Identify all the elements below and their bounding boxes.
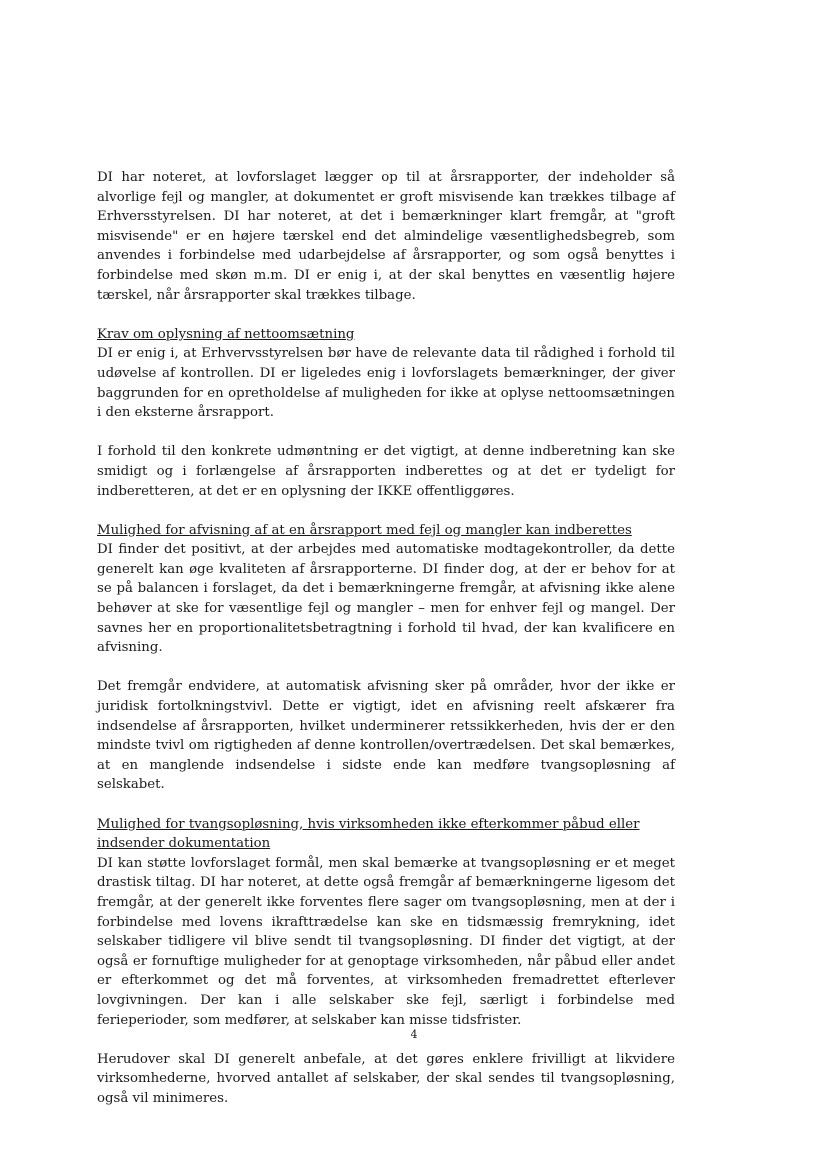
paragraph-afvisning-1: DI finder det positivt, at der arbejdes med automatiske modtagekontroller, da dette generelt kan øge kvaliteten af årsrapporterne. DI finder dog, at der er behov for at se på balancen i forslaget, da det i bemærkningerne fremgår, at afvisning ikke alene behøver at ske for væsentlige fejl og mangler – men for enhver fejl og mangel. Der savnes her en proportionalitetsbetragtning i forhold til hvad, der kan kvalificere en afvisning. [97,542,675,656]
paragraph-tvangsoploesning-2: Herudover skal DI generelt anbefale, at det gøres enklere frivilligt at likvidere virksomhederne, hvorved antallet af selskaber, der skal sendes til tvangsopløsning, også vil minimeres. [97,1051,675,1106]
section-heading-afvisning: Mulighed for afvisning af at en årsrapport med fejl og mangler kan indberettes [97,522,632,538]
paragraph-nettoomsaetning-2: I forhold til den konkrete udmøntning er det vigtigt, at denne indberetning kan ske smidigt og i forlængelse af årsrapporten indberettes og at det er tydeligt for indberetteren, at det er en oplysning der IKKE offentliggøres. [97,444,675,499]
page-number: 4 [410,1028,418,1041]
section-heading-tvangsoploesning: Mulighed for tvangsopløsning, hvis virksomheden ikke efterkommer påbud eller indsender dokumentation [97,816,640,852]
paragraph-afvisning-2: Det fremgår endvidere, at automatisk afvisning sker på områder, hvor der ikke er juridisk fortolkningstvivl. Dette er vigtigt, idet en afvisning reelt afskærer fra indsendelse af årsrapporten, hvilket underminerer retssikkerheden, hvis der er den mindste tvivl om rigtigheden af denne kontrollen/overtrædelsen. Det skal bemærkes, at en manglende indsendelse i sidste ende kan medføre tvangsopløsning af selskabet. [97,679,675,793]
section-tvangsoploesning [97,815,675,1109]
section-afvisning [97,521,675,795]
document-page [97,168,675,1128]
intro-paragraph: DI har noteret, at lovforslaget lægger op til at årsrapporter, der indeholder så alvorlige fejl og mangler, at dokumentet er groft misvisende kan trækkes tilbage af Erhversstyrelsen. DI har noteret, at det i bemærkninger klart fremgår, at "groft misvisende" er en højere tærskel end det almindelige væsentlighedsbegreb, som anvendes i forbindelse med udarbejdelse af årsrapporter, og som også benyttes i forbindelse med skøn m.m. DI er enig i, at der skal benyttes en væsentlig højere tærskel, når årsrapporter skal trækkes tilbage. [97,170,675,303]
section-heading-nettoomsaetning: Krav om oplysning af nettoomsætning [97,326,355,342]
paragraph-tvangsoploesning-1: DI kan støtte lovforslaget formål, men skal bemærke at tvangsopløsning er et meget drastisk tiltag. DI har noteret, at dette også fremgår af bemærkningerne ligesom det fremgår, at der generelt ikke forventes flere sager om tvangsopløsning, men at der i forbindelse med lovens ikrafttrædelse kan ske en tidsmæssig fremrykning, idet selskaber tidligere vil blive sendt til tvangsopløsning. DI finder det vigtigt, at der også er fornuftige muligheder for at genoptage virksomheden, når påbud eller andet er efterkommet og det må forventes, at virksomheden fremadrettet efterlever lovgivningen. Der kan i alle selskaber ske fejl, særligt i forbindelse med ferieperioder, som medfører, at selskaber kan misse tidsfrister. [97,855,675,1028]
section-nettoomsaetning [97,325,675,501]
paragraph-nettoomsaetning-1: DI er enig i, at Erhvervsstyrelsen bør have de relevante data til rådighed i forhold til udøvelse af kontrollen. DI er ligeledes enig i lovforslagets bemærkninger, der giver baggrunden for en opretholdelse af muligheden for ikke at oplyse nettoomsætningen i den eksterne årsrapport. [97,346,675,421]
